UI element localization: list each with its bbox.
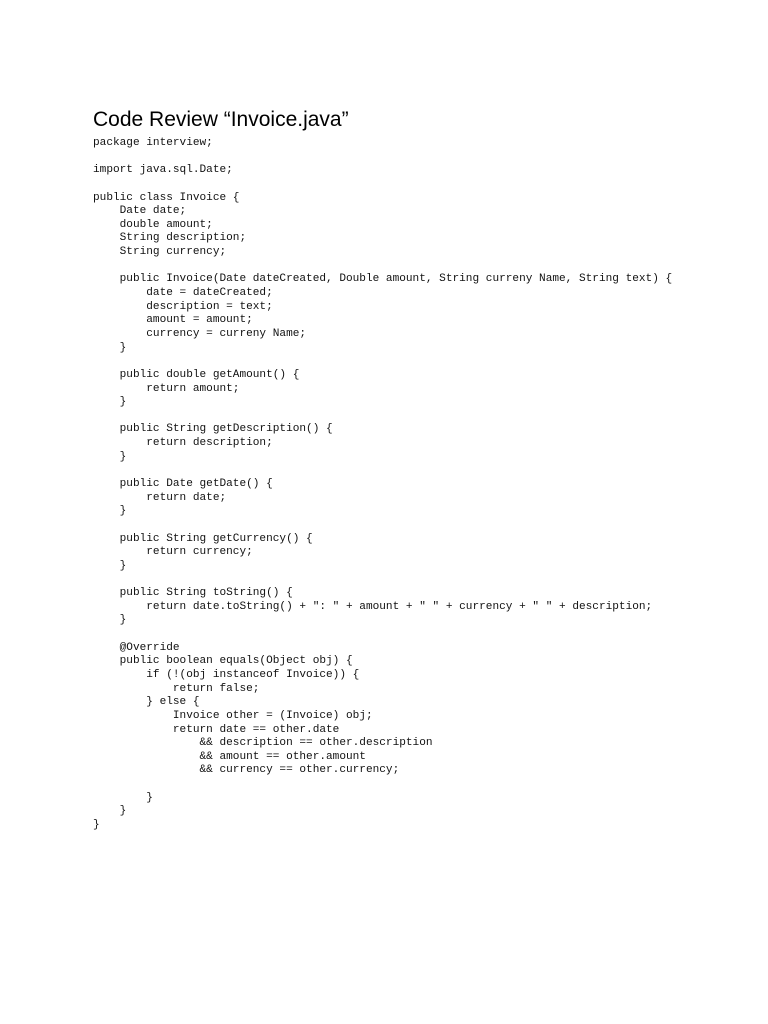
code-line: }: [93, 791, 153, 804]
code-line: }: [93, 341, 127, 354]
code-line: [93, 355, 672, 369]
code-line: public String toString() {: [93, 587, 293, 600]
code-line: currency = curreny Name;: [93, 327, 307, 340]
code-line: String currency;: [93, 246, 227, 259]
code-line: && currency == other.currency;: [93, 764, 400, 777]
code-line: import java.sql.Date;: [93, 164, 233, 177]
code-listing: [93, 137, 672, 833]
code-line: [93, 410, 672, 424]
code-line: Invoice other = (Invoice) obj;: [93, 709, 373, 722]
code-line: }: [93, 505, 127, 518]
code-line: && amount == other.amount: [93, 750, 366, 763]
code-line: [93, 151, 672, 165]
code-line: [93, 628, 672, 642]
code-line: Date date;: [93, 205, 187, 218]
code-line: String description;: [93, 232, 247, 245]
code-line: package interview;: [93, 137, 213, 149]
code-line: description = text;: [93, 300, 273, 313]
code-line: [93, 260, 672, 274]
code-line: public String getCurrency() {: [93, 532, 313, 545]
code-line: }: [93, 450, 127, 463]
code-line: } else {: [93, 696, 200, 709]
code-line: date = dateCreated;: [93, 287, 273, 300]
code-line: }: [93, 805, 127, 818]
code-line: public String getDescription() {: [93, 423, 333, 436]
code-line: public boolean equals(Object obj) {: [93, 655, 353, 668]
code-line: return date;: [93, 491, 227, 504]
code-line: double amount;: [93, 218, 213, 231]
code-line: public double getAmount() {: [93, 368, 300, 381]
code-line: && description == other.description: [93, 737, 433, 750]
code-line: [93, 464, 672, 478]
code-line: amount = amount;: [93, 314, 253, 327]
code-line: }: [93, 614, 127, 627]
code-line: }: [93, 396, 127, 409]
code-line: return amount;: [93, 382, 240, 395]
document-title: Code Review “Invoice.java”: [93, 108, 349, 131]
code-line: return description;: [93, 437, 273, 450]
code-line: return false;: [93, 682, 260, 695]
code-line: return date == other.date: [93, 723, 340, 736]
code-line: }: [93, 559, 127, 572]
code-line: return date.toString() + ": " + amount + " " + currency + " " + description;: [93, 600, 653, 613]
code-line: [93, 178, 672, 192]
code-line: @Override: [93, 641, 180, 654]
code-line: public Invoice(Date dateCreated, Double amount, String curreny Name, String text) {: [93, 273, 673, 286]
code-line: [93, 574, 672, 588]
code-line: return currency;: [93, 546, 253, 559]
code-line: public class Invoice {: [93, 191, 240, 204]
code-line: }: [93, 819, 100, 832]
code-line: if (!(obj instanceof Invoice)) {: [93, 668, 360, 681]
code-line: [93, 519, 672, 533]
code-line: [93, 778, 672, 792]
code-line: public Date getDate() {: [93, 478, 273, 491]
